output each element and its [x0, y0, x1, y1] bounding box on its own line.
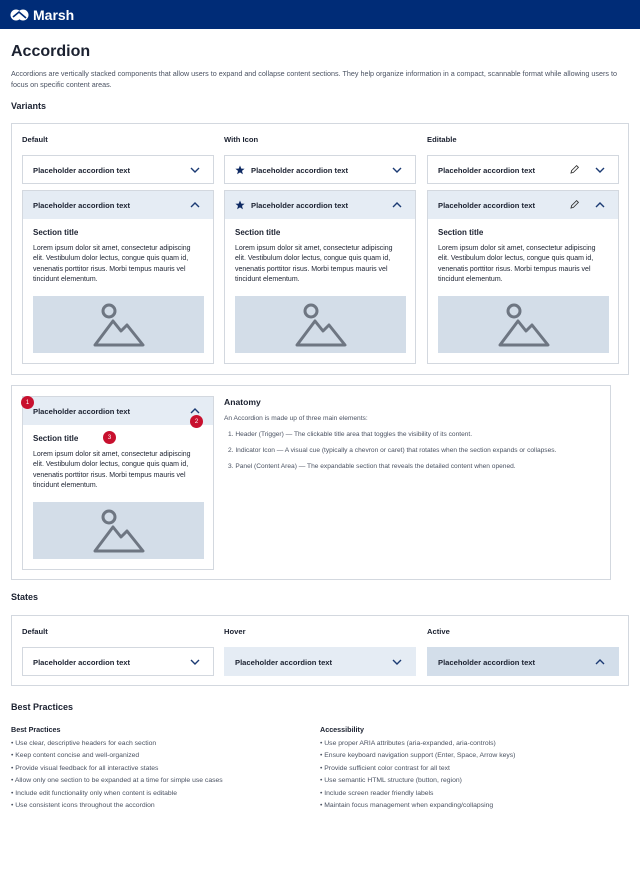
accessibility-item: • Maintain focus management when expanding/collapsing: [320, 802, 494, 809]
anatomy-item-3: 3. Panel (Content Area) — The expandable section that reveals the detailed content when opened.: [228, 463, 516, 470]
variant-label-editable: Editable: [427, 135, 457, 144]
star-icon: [235, 200, 245, 210]
brand-logo[interactable]: [10, 7, 74, 23]
best-practices-heading: Best Practices: [11, 702, 74, 712]
best-practices-subheading: Best Practices: [11, 725, 61, 734]
anatomy-badge-3: 3: [103, 431, 116, 444]
chevron-down-icon[interactable]: [189, 165, 201, 175]
best-practice-item: • Keep content concise and well-organized: [11, 752, 140, 759]
accessibility-item: • Use semantic HTML structure (button, region): [320, 777, 462, 784]
pencil-icon[interactable]: [569, 164, 580, 175]
accordion-editable-collapsed[interactable]: [427, 155, 619, 184]
accordion-label: Placeholder accordion text: [251, 200, 349, 210]
accordion-header[interactable]: [428, 191, 618, 219]
accordion-default-collapsed[interactable]: [22, 155, 214, 184]
accordion-label: Placeholder accordion text: [438, 165, 536, 175]
best-practice-item: • Use consistent icons throughout the accordion: [11, 802, 155, 809]
section-title: Section title: [438, 228, 484, 237]
chevron-up-icon[interactable]: [594, 657, 606, 667]
accordion-header[interactable]: [428, 156, 618, 184]
best-practice-item: • Allow only one section to be expanded at a time for simple use cases: [11, 777, 223, 784]
chevron-down-icon[interactable]: [391, 165, 403, 175]
accessibility-item: • Provide sufficient color contrast for all text: [320, 765, 450, 772]
accordion-state-hover[interactable]: [224, 647, 416, 676]
section-text: Lorem ipsum dolor sit amet, consectetur adipiscing elit. Vestibulum dolor lectus, congue quis quam id, venenatis porttitor risus. Morbi tempus mauris vel tincidunt elementum.: [235, 245, 393, 283]
accordion-header[interactable]: [23, 648, 213, 676]
accordion-icon-expanded: [224, 190, 416, 364]
accessibility-item: • Ensure keyboard navigation support (Enter, Space, Arrow keys): [320, 752, 516, 759]
accordion-label: Placeholder accordion text: [33, 200, 131, 210]
accordion-header[interactable]: [23, 397, 213, 425]
states-heading: States: [11, 592, 39, 602]
anatomy-heading: Anatomy: [224, 397, 261, 407]
image-placeholder: [33, 502, 204, 559]
accordion-state-active[interactable]: [427, 647, 619, 676]
chevron-up-icon[interactable]: [189, 200, 201, 210]
accordion-header[interactable]: [225, 156, 415, 184]
image-icon: [496, 301, 552, 349]
marsh-logo-icon: [10, 9, 29, 21]
accordion-header[interactable]: [428, 648, 618, 676]
section-title: Section title: [33, 228, 79, 237]
accordion-label: Placeholder accordion text: [33, 406, 131, 416]
accordion-default-expanded: [22, 190, 214, 364]
accordion-label: Placeholder accordion text: [438, 657, 536, 667]
section-text: Lorem ipsum dolor sit amet, consectetur adipiscing elit. Vestibulum dolor lectus, congue quis quam id, venenatis porttitor risus. Morbi tempus mauris vel tincidunt elementum.: [33, 245, 191, 283]
variant-label-default: Default: [22, 135, 48, 144]
section-title: Section title: [33, 434, 79, 443]
image-placeholder: [33, 296, 204, 353]
state-label-hover: Hover: [224, 627, 246, 636]
accessibility-item: • Use proper ARIA attributes (aria-expanded, aria-controls): [320, 740, 496, 747]
image-icon: [91, 507, 147, 555]
page-title: Accordion: [11, 43, 91, 60]
top-bar: [0, 0, 640, 29]
brand-name: Marsh: [33, 6, 75, 23]
section-title: Section title: [235, 228, 281, 237]
accordion-label: Placeholder accordion text: [235, 657, 333, 667]
chevron-up-icon[interactable]: [391, 200, 403, 210]
star-icon: [235, 165, 245, 175]
pencil-icon[interactable]: [569, 199, 580, 210]
best-practice-item: • Use clear, descriptive headers for each section: [11, 740, 157, 747]
best-practice-item: • Include edit functionality only when content is editable: [11, 790, 177, 797]
accordion-state-default[interactable]: [22, 647, 214, 676]
accordion-header[interactable]: [23, 191, 213, 219]
section-text: Lorem ipsum dolor sit amet, consectetur adipiscing elit. Vestibulum dolor lectus, congue quis quam id, venenatis porttitor risus. Morbi tempus mauris vel tincidunt elementum.: [438, 245, 596, 283]
anatomy-item-2: 2. Indicator Icon — A visual cue (typically a chevron or caret) that rotates when the section expands or collapses.: [228, 447, 557, 454]
state-label-active: Active: [427, 627, 450, 636]
accessibility-item: • Include screen reader friendly labels: [320, 790, 434, 797]
accordion-label: Placeholder accordion text: [33, 657, 131, 667]
variant-label-with-icon: With Icon: [224, 135, 259, 144]
image-icon: [293, 301, 349, 349]
variants-heading: Variants: [11, 101, 47, 111]
accordion-anatomy-example: [22, 396, 214, 570]
accordion-header[interactable]: [225, 648, 415, 676]
chevron-down-icon[interactable]: [594, 165, 606, 175]
chevron-down-icon[interactable]: [391, 657, 403, 667]
accordion-header[interactable]: [225, 191, 415, 219]
accessibility-subheading: Accessibility: [320, 725, 364, 734]
accordion-label: Placeholder accordion text: [438, 200, 536, 210]
anatomy-intro: An Accordion is made up of three main elements:: [224, 415, 368, 422]
image-placeholder: [235, 296, 406, 353]
state-label-default: Default: [22, 627, 48, 636]
page-intro: Accordions are vertically stacked components that allow users to expand and collapse content sections. They help organize information in a compact, scannable format while allowing users to focus on specific content areas.: [11, 69, 617, 89]
best-practice-item: • Provide visual feedback for all interactive states: [11, 765, 159, 772]
accordion-label: Placeholder accordion text: [33, 165, 131, 175]
anatomy-item-1: 1. Header (Trigger) — The clickable title area that toggles the visibility of its content.: [228, 431, 473, 438]
chevron-down-icon[interactable]: [189, 657, 201, 667]
accordion-editable-expanded: [427, 190, 619, 364]
anatomy-badge-2: 2: [190, 415, 203, 428]
accordion-icon-collapsed[interactable]: [224, 155, 416, 184]
image-placeholder: [438, 296, 609, 353]
accordion-label: Placeholder accordion text: [251, 165, 349, 175]
section-text: Lorem ipsum dolor sit amet, consectetur adipiscing elit. Vestibulum dolor lectus, congue quis quam id, venenatis porttitor risus. Morbi tempus mauris vel tincidunt elementum.: [33, 451, 191, 489]
accordion-header[interactable]: [23, 156, 213, 184]
chevron-up-icon[interactable]: [594, 200, 606, 210]
image-icon: [91, 301, 147, 349]
anatomy-badge-1: 1: [21, 396, 34, 409]
